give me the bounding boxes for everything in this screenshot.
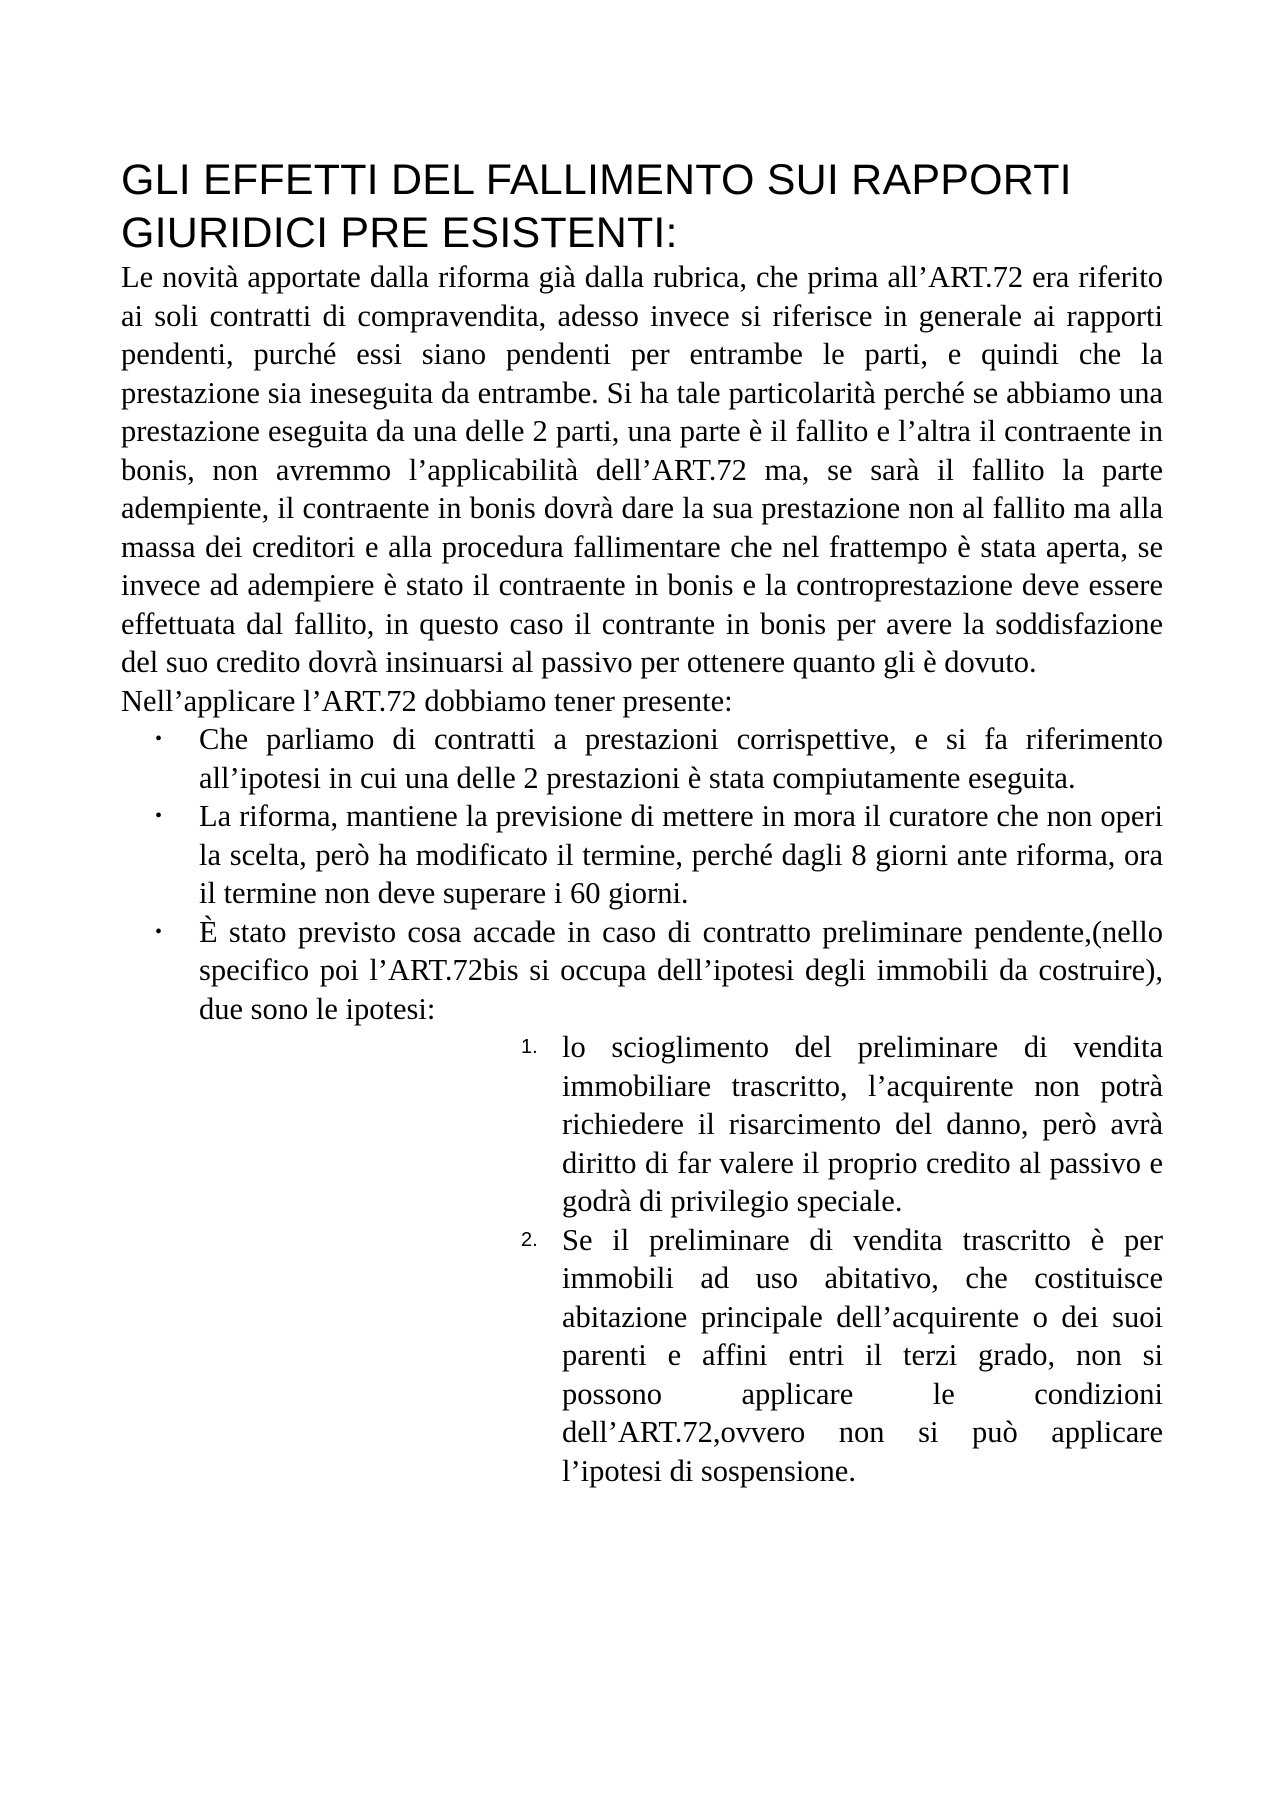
item-number: 1. xyxy=(521,1036,538,1058)
list-item xyxy=(121,797,1163,913)
list-item xyxy=(121,720,1163,797)
title-line-1: GLI EFFETTI DEL FALLIMENTO SUI RAPPORTI xyxy=(121,156,1072,204)
list-item-text: La riforma, mantiene la previsione di mettere in mora il curatore che non operi la scelta, però ha modificato il termine, perché dagli 8 giorni ante riforma, ora il termine non deve superare i 60 giorni. xyxy=(199,799,1163,910)
bullet-list xyxy=(121,720,1163,1028)
lead-in-paragraph: Nell’applicare l’ART.72 dobbiamo tener presente: xyxy=(121,683,733,718)
list-item-text: È stato previsto cosa accade in caso di contratto preliminare pendente,(nello specifico poi l’ART.72bis si occupa dell’ipotesi degli immobili da costruire), due sono le ipotesi: xyxy=(199,914,1163,1026)
list-item xyxy=(121,913,1163,1029)
title-line-2: GIURIDICI PRE ESISTENTI: xyxy=(121,209,678,257)
bullet-icon: • xyxy=(155,920,163,943)
item-number: 2. xyxy=(521,1228,538,1251)
bullet-icon: • xyxy=(155,728,163,750)
document-title xyxy=(121,154,1163,260)
numbered-list xyxy=(121,1028,1163,1490)
document-page xyxy=(121,154,1163,1490)
intro-paragraph: Le novità apportate dalla riforma già dalla rubrica, che prima all’ART.72 era riferito ai soli contratti di compravendita, adesso invece si riferisce in generale ai rapporti pendenti, purché essi siano pendenti per entrambe le parti, e quindi che la prestazione sia ineseguita da entrambe. Si ha tale particolarità perché se abbiamo una prestazione eseguita da una delle 2 parti, una parte è il fallito e l’altra il contraente in bonis, non avremmo l’applicabilità dell’ART.72 ma, se sarà il fallito la parte adempiente, il contraente in bonis dovrà dare la sua prestazione non al fallito ma alla massa dei creditori e alla procedura fallimentare che nel frattempo è stata aperta, se invece ad adempiere è stato il contraente in bonis e la controprestazione deve essere effettuata dal fallito, in questo caso il contrante in bonis per avere la soddisfazione del suo credito dovrà insinuarsi al passivo per ottenere quanto gli è dovuto. xyxy=(121,260,1163,679)
list-item-text: Che parliamo di contratti a prestazioni corrispettive, e si fa riferimento all’ipotesi in cui una delle 2 prestazioni è stata compiutamente eseguita. xyxy=(199,722,1163,795)
numbered-item-text: lo scioglimento del preliminare di vendita immobiliare trascritto, l’acquirente non potrà richiedere il risarcimento del danno, però avrà diritto di far valere il proprio credito al passivo e godrà di privilegio speciale. xyxy=(562,1030,1163,1218)
numbered-item xyxy=(121,1221,1163,1491)
numbered-item-text: Se il preliminare di vendita trascritto è per immobili ad uso abitativo, che costituisce abitazione principale dell’acquirente o dei suoi parenti e affini entri il terzi grado, non si possono applicare le condizioni dell’ART.72,ovvero non si può applicare l’ipotesi di sospensione. xyxy=(562,1222,1163,1488)
numbered-item xyxy=(121,1028,1163,1221)
bullet-icon: • xyxy=(155,805,163,827)
